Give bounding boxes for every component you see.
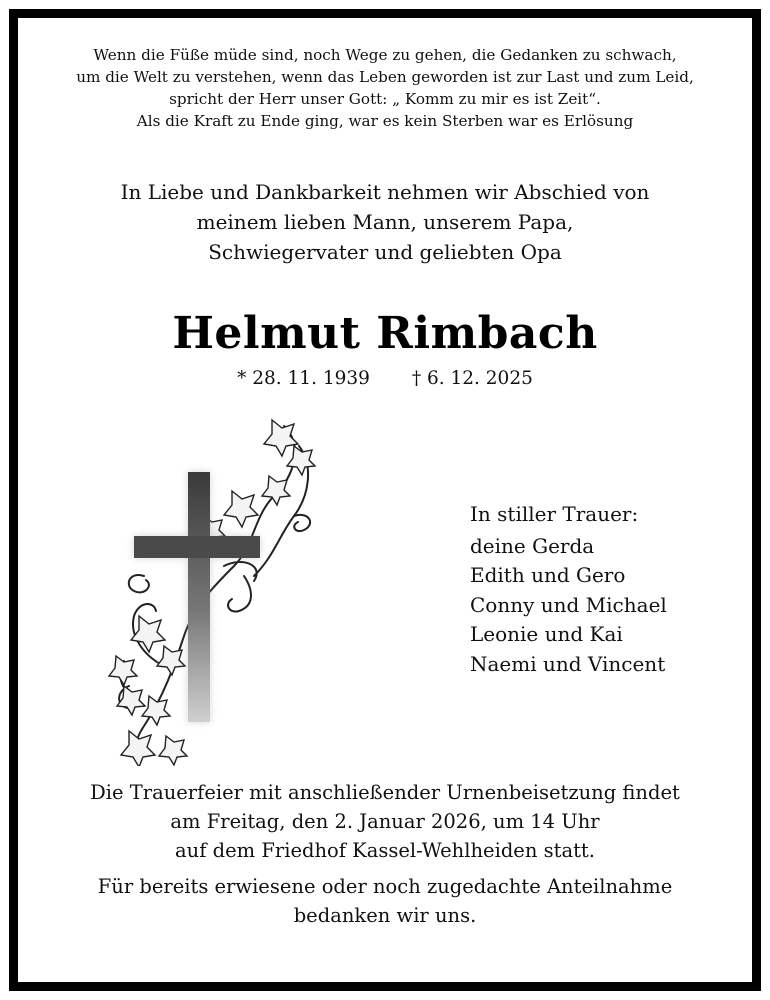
thanks-line: Für bereits erwiesene oder noch zugedachte Anteilnahme [97, 875, 673, 898]
thanks-note [0, 872, 770, 930]
mourner-name: Naemi und Vincent [470, 651, 666, 676]
birth-date: * 28. 11. 1939 [237, 368, 370, 389]
mourner-name: deine Gerda [470, 533, 595, 558]
service-line: am Freitag, den 2. Januar 2026, um 14 Uhr [170, 810, 600, 833]
mourner-name: Leonie und Kai [470, 622, 623, 646]
intro-line: meinem lieben Mann, unserem Papa, [196, 210, 574, 234]
poem-line: Wenn die Füße müde sind, noch Wege zu gehen, die Gedanken zu schwach, [93, 46, 677, 64]
mourner-name: Conny und Michael [470, 592, 667, 617]
mourner-name: Edith und Gero [470, 563, 626, 587]
mourners-heading: In stiller Trauer: [470, 502, 639, 526]
life-dates [0, 368, 770, 389]
intro-line: Schwiegervater und geliebten Opa [208, 240, 562, 264]
deceased-name: Helmut Rimbach [172, 308, 598, 359]
poem-line: Als die Kraft zu Ende ging, war es kein Sterben war es Erlösung [136, 112, 634, 130]
intro-line: In Liebe und Dankbarkeit nehmen wir Abschied von [120, 180, 650, 204]
funeral-service-info [0, 778, 770, 865]
farewell-intro [0, 177, 770, 267]
poem-line: spricht der Herr unser Gott: „ Komm zu mir es ist Zeit“. [169, 90, 601, 108]
cross-with-ivy-icon [104, 406, 334, 766]
poem-line: um die Welt zu verstehen, wenn das Leben geworden ist zur Last und zum Leid, [76, 68, 694, 86]
mourners-list [470, 500, 667, 679]
thanks-line: bedanken wir uns. [293, 904, 477, 927]
service-line: auf dem Friedhof Kassel-Wehlheiden statt. [175, 839, 595, 862]
poem [0, 44, 770, 132]
death-date: † 6. 12. 2025 [411, 368, 533, 389]
service-line: Die Trauerfeier mit anschließender Urnenbeisetzung findet [90, 781, 680, 804]
